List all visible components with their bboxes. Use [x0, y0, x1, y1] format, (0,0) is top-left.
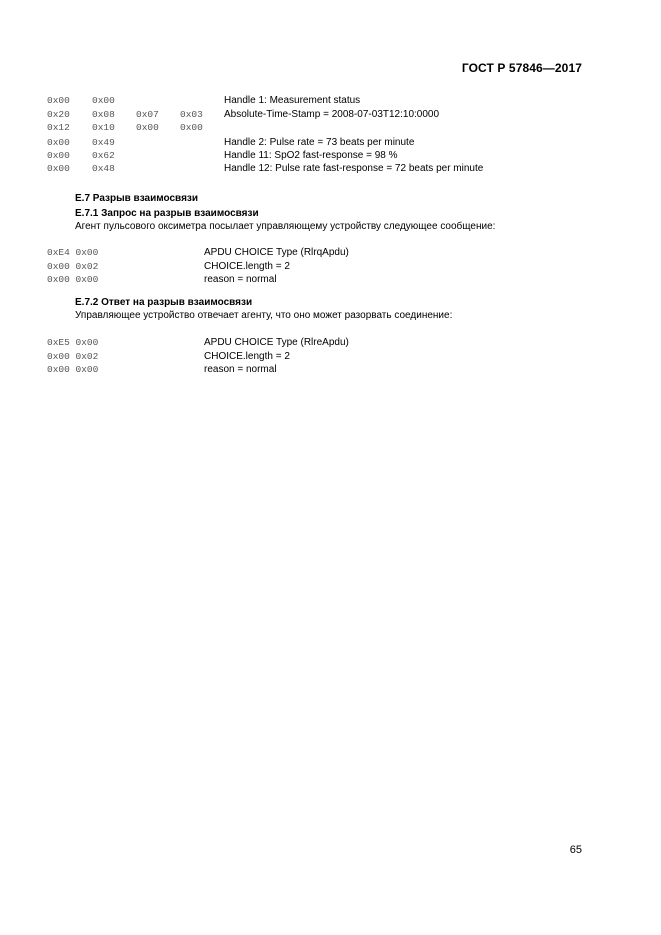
row-description: reason = normal: [204, 274, 277, 285]
subsection-heading: Е.7.2 Ответ на разрыв взаимосвязи: [75, 297, 253, 308]
hex-byte: 0x03: [180, 109, 203, 120]
hex-byte: 0x62: [92, 150, 115, 161]
table-row: [47, 273, 447, 286]
table-row: [47, 350, 447, 363]
hex-byte: 0x49: [92, 137, 115, 148]
table-row: [47, 149, 547, 162]
table-row: [47, 136, 547, 149]
hex-byte: 0x00: [180, 122, 203, 133]
hex-byte: 0x12: [47, 122, 70, 133]
row-description: Handle 2: Pulse rate = 73 beats per minute: [224, 137, 415, 148]
paragraph: Агент пульсового оксиметра посылает управляющему устройству следующее сообщение:: [75, 221, 496, 232]
hex-byte: 0x00: [47, 163, 70, 174]
row-description: APDU CHOICE Type (RlreApdu): [204, 337, 349, 348]
hex-byte: 0x00: [47, 137, 70, 148]
table-row: [47, 121, 547, 134]
row-description: Handle 12: Pulse rate fast-response = 72 beats per minute: [224, 163, 484, 174]
table-row: [47, 94, 547, 107]
subsection-heading: Е.7.1 Запрос на разрыв взаимосвязи: [75, 208, 259, 219]
hex-bytes: 0x00 0x00: [47, 274, 99, 285]
row-description: CHOICE.length = 2: [204, 351, 290, 362]
page-number: 65: [569, 844, 582, 856]
hex-bytes: 0xE4 0x00: [47, 247, 99, 258]
hex-bytes: 0x00 0x02: [47, 261, 99, 272]
hex-byte: 0x00: [47, 95, 70, 106]
row-description: Absolute-Time-Stamp = 2008-07-03T12:10:0000: [224, 109, 440, 120]
hex-byte: 0x08: [92, 109, 115, 120]
table-row: [47, 363, 447, 376]
hex-byte: 0x48: [92, 163, 115, 174]
section-heading: Е.7 Разрыв взаимосвязи: [75, 193, 199, 204]
hex-byte: 0x00: [47, 150, 70, 161]
hex-bytes: 0x00 0x00: [47, 364, 99, 375]
table-row: [47, 162, 547, 175]
row-description: APDU CHOICE Type (RlrqApdu): [204, 247, 349, 258]
row-description: CHOICE.length = 2: [204, 261, 290, 272]
table-row: [47, 260, 447, 273]
hex-byte: 0x07: [136, 109, 159, 120]
table-row: [47, 246, 447, 259]
standard-number: ГОСТ Р 57846—2017: [461, 61, 582, 75]
hex-byte: 0x20: [47, 109, 70, 120]
table-row: [47, 108, 547, 121]
hex-byte: 0x00: [92, 95, 115, 106]
hex-bytes: 0x00 0x02: [47, 351, 99, 362]
hex-byte: 0x10: [92, 122, 115, 133]
hex-byte: 0x00: [136, 122, 159, 133]
row-description: Handle 1: Measurement status: [224, 95, 361, 106]
hex-bytes: 0xE5 0x00: [47, 337, 99, 348]
paragraph: Управляющее устройство отвечает агенту, что оно может разорвать соединение:: [75, 310, 453, 321]
row-description: reason = normal: [204, 364, 277, 375]
table-row: [47, 336, 447, 349]
row-description: Handle 11: SpO2 fast-response = 98 %: [224, 150, 398, 161]
